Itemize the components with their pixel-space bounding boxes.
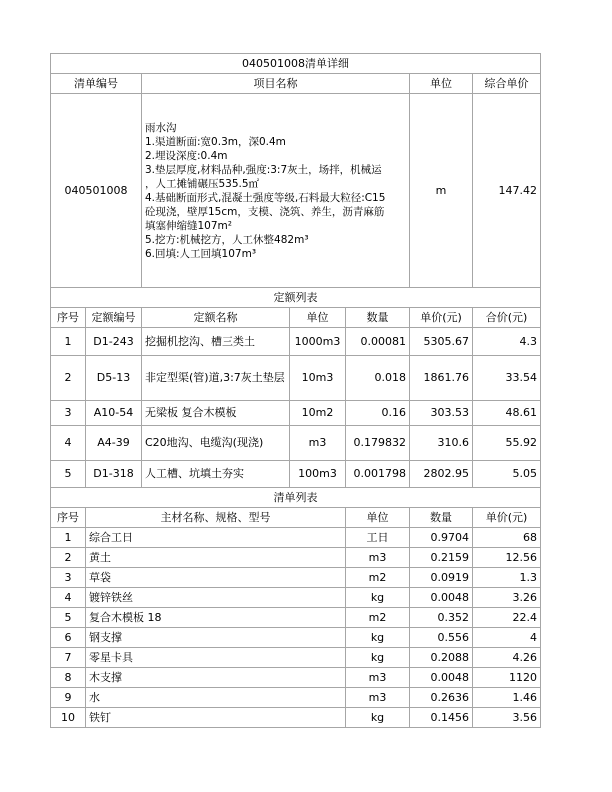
material-row (51, 688, 541, 708)
header-name: 项目名称 (142, 74, 410, 94)
quota-row (51, 401, 541, 426)
material-name: 复合木模板 18 (86, 608, 346, 628)
item-row (51, 94, 541, 288)
item-price: 147.42 (473, 94, 541, 288)
quota-total: 4.3 (473, 328, 541, 356)
material-index: 9 (51, 688, 86, 708)
material-name: 镀锌铁丝 (86, 588, 346, 608)
material-row (51, 708, 541, 728)
desc-line: 砼现浇，壁厚15cm，支模、浇筑、养生，沥青麻筋 (145, 205, 385, 218)
quota-total: 55.92 (473, 426, 541, 461)
quota-row (51, 461, 541, 488)
material-quantity: 0.2636 (410, 688, 473, 708)
quota-name: 挖掘机挖沟、槽三类土 (142, 328, 290, 356)
quota-row (51, 426, 541, 461)
sheet-title: 040501008清单详细 (51, 54, 541, 74)
quota-unit: 1000m3 (290, 328, 346, 356)
material-row (51, 648, 541, 668)
material-unit-price: 1120 (473, 668, 541, 688)
quota-total: 48.61 (473, 401, 541, 426)
header-price: 综合单价 (473, 74, 541, 94)
quota-code: A4-39 (86, 426, 142, 461)
quota-row (51, 356, 541, 401)
quota-section-title: 定额列表 (51, 288, 541, 308)
desc-line: ，人工摊铺碾压535.5㎡ (145, 177, 260, 190)
material-unit: kg (346, 628, 410, 648)
material-row (51, 548, 541, 568)
quota-index: 2 (51, 356, 86, 401)
quota-total: 5.05 (473, 461, 541, 488)
desc-line: 雨水沟 (145, 121, 177, 134)
desc-line: 2.埋设深度:0.4m (145, 149, 228, 162)
quota-unit: 10m2 (290, 401, 346, 426)
quota-name: C20地沟、电缆沟(现浇) (142, 426, 290, 461)
quota-unit: m3 (290, 426, 346, 461)
material-index: 1 (51, 528, 86, 548)
quota-code: D5-13 (86, 356, 142, 401)
material-quantity: 0.556 (410, 628, 473, 648)
quota-quantity: 0.018 (346, 356, 410, 401)
desc-line: 1.渠道断面:宽0.3m，深0.4m (145, 135, 286, 148)
material-quantity: 0.0919 (410, 568, 473, 588)
item-code: 040501008 (51, 94, 142, 288)
quota-name: 人工槽、坑填土夯实 (142, 461, 290, 488)
quota-header-row (51, 308, 541, 328)
material-unit: kg (346, 588, 410, 608)
material-unit: m2 (346, 568, 410, 588)
material-unit-price: 68 (473, 528, 541, 548)
quota-row (51, 328, 541, 356)
material-row (51, 568, 541, 588)
material-name: 水 (86, 688, 346, 708)
bill-detail-table (50, 53, 541, 728)
quota-code: D1-243 (86, 328, 142, 356)
desc-line: 填塞伸缩缝107m² (145, 219, 232, 232)
quota-code: A10-54 (86, 401, 142, 426)
material-unit: m3 (346, 668, 410, 688)
item-unit: m (410, 94, 473, 288)
material-row (51, 668, 541, 688)
quota-header-cell: 单位 (290, 308, 346, 328)
material-name: 木支撑 (86, 668, 346, 688)
materials-header-cell: 单位 (346, 508, 410, 528)
quota-header-cell: 数量 (346, 308, 410, 328)
material-row (51, 628, 541, 648)
material-row (51, 588, 541, 608)
material-quantity: 0.2088 (410, 648, 473, 668)
material-unit-price: 3.56 (473, 708, 541, 728)
material-name: 综合工日 (86, 528, 346, 548)
quota-index: 5 (51, 461, 86, 488)
material-quantity: 0.2159 (410, 548, 473, 568)
header-unit: 单位 (410, 74, 473, 94)
material-unit-price: 1.3 (473, 568, 541, 588)
quota-header-cell: 序号 (51, 308, 86, 328)
quota-name: 无梁板 复合木模板 (142, 401, 290, 426)
material-quantity: 0.352 (410, 608, 473, 628)
material-index: 8 (51, 668, 86, 688)
quota-unit-price: 5305.67 (410, 328, 473, 356)
quota-unit-price: 2802.95 (410, 461, 473, 488)
quota-index: 4 (51, 426, 86, 461)
quota-code: D1-318 (86, 461, 142, 488)
quota-quantity: 0.16 (346, 401, 410, 426)
material-unit-price: 22.4 (473, 608, 541, 628)
materials-rows (51, 528, 541, 728)
material-index: 5 (51, 608, 86, 628)
desc-line: 5.挖方:机械挖方，人工休整482m³ (145, 233, 309, 246)
header-code: 清单编号 (51, 74, 142, 94)
material-index: 10 (51, 708, 86, 728)
material-name: 零星卡具 (86, 648, 346, 668)
quota-header-cell: 定额名称 (142, 308, 290, 328)
quota-unit-price: 310.6 (410, 426, 473, 461)
quota-quantity: 0.001798 (346, 461, 410, 488)
material-unit: m3 (346, 688, 410, 708)
material-unit-price: 4.26 (473, 648, 541, 668)
quota-unit: 10m3 (290, 356, 346, 401)
desc-line: 6.回填:人工回填107m³ (145, 247, 257, 260)
material-unit-price: 3.26 (473, 588, 541, 608)
quota-header-cell: 单价(元) (410, 308, 473, 328)
quota-header-cell: 合价(元) (473, 308, 541, 328)
quota-unit-price: 303.53 (410, 401, 473, 426)
material-index: 2 (51, 548, 86, 568)
materials-section-title: 清单列表 (51, 488, 541, 508)
material-quantity: 0.1456 (410, 708, 473, 728)
material-unit-price: 4 (473, 628, 541, 648)
quota-index: 3 (51, 401, 86, 426)
quota-quantity: 0.00081 (346, 328, 410, 356)
material-index: 7 (51, 648, 86, 668)
material-unit-price: 1.46 (473, 688, 541, 708)
material-index: 4 (51, 588, 86, 608)
material-row (51, 528, 541, 548)
quota-index: 1 (51, 328, 86, 356)
material-unit-price: 12.56 (473, 548, 541, 568)
material-quantity: 0.0048 (410, 588, 473, 608)
material-quantity: 0.0048 (410, 668, 473, 688)
materials-header-cell: 单价(元) (473, 508, 541, 528)
material-name: 草袋 (86, 568, 346, 588)
quota-header-cell: 定额编号 (86, 308, 142, 328)
material-name: 黄土 (86, 548, 346, 568)
quota-quantity: 0.179832 (346, 426, 410, 461)
desc-line: 4.基础断面形式,混凝土强度等级,石料最大粒径:C15 (145, 191, 386, 204)
material-name: 铁钉 (86, 708, 346, 728)
item-description (142, 94, 410, 288)
quota-name: 非定型渠(管)道,3:7灰土垫层 (142, 356, 290, 401)
materials-header-cell: 数量 (410, 508, 473, 528)
desc-line: 3.垫层厚度,材料品种,强度:3:7灰土，场拌，机械运 (145, 163, 382, 176)
material-unit: m3 (346, 548, 410, 568)
material-unit: kg (346, 648, 410, 668)
material-unit: 工日 (346, 528, 410, 548)
material-row (51, 608, 541, 628)
material-quantity: 0.9704 (410, 528, 473, 548)
quota-unit-price: 1861.76 (410, 356, 473, 401)
item-header-row (51, 74, 541, 94)
materials-header-cell: 序号 (51, 508, 86, 528)
material-index: 6 (51, 628, 86, 648)
quota-total: 33.54 (473, 356, 541, 401)
materials-header-row (51, 508, 541, 528)
material-unit: m2 (346, 608, 410, 628)
material-unit: kg (346, 708, 410, 728)
quota-unit: 100m3 (290, 461, 346, 488)
material-name: 钢支撑 (86, 628, 346, 648)
materials-header-cell: 主材名称、规格、型号 (86, 508, 346, 528)
material-index: 3 (51, 568, 86, 588)
